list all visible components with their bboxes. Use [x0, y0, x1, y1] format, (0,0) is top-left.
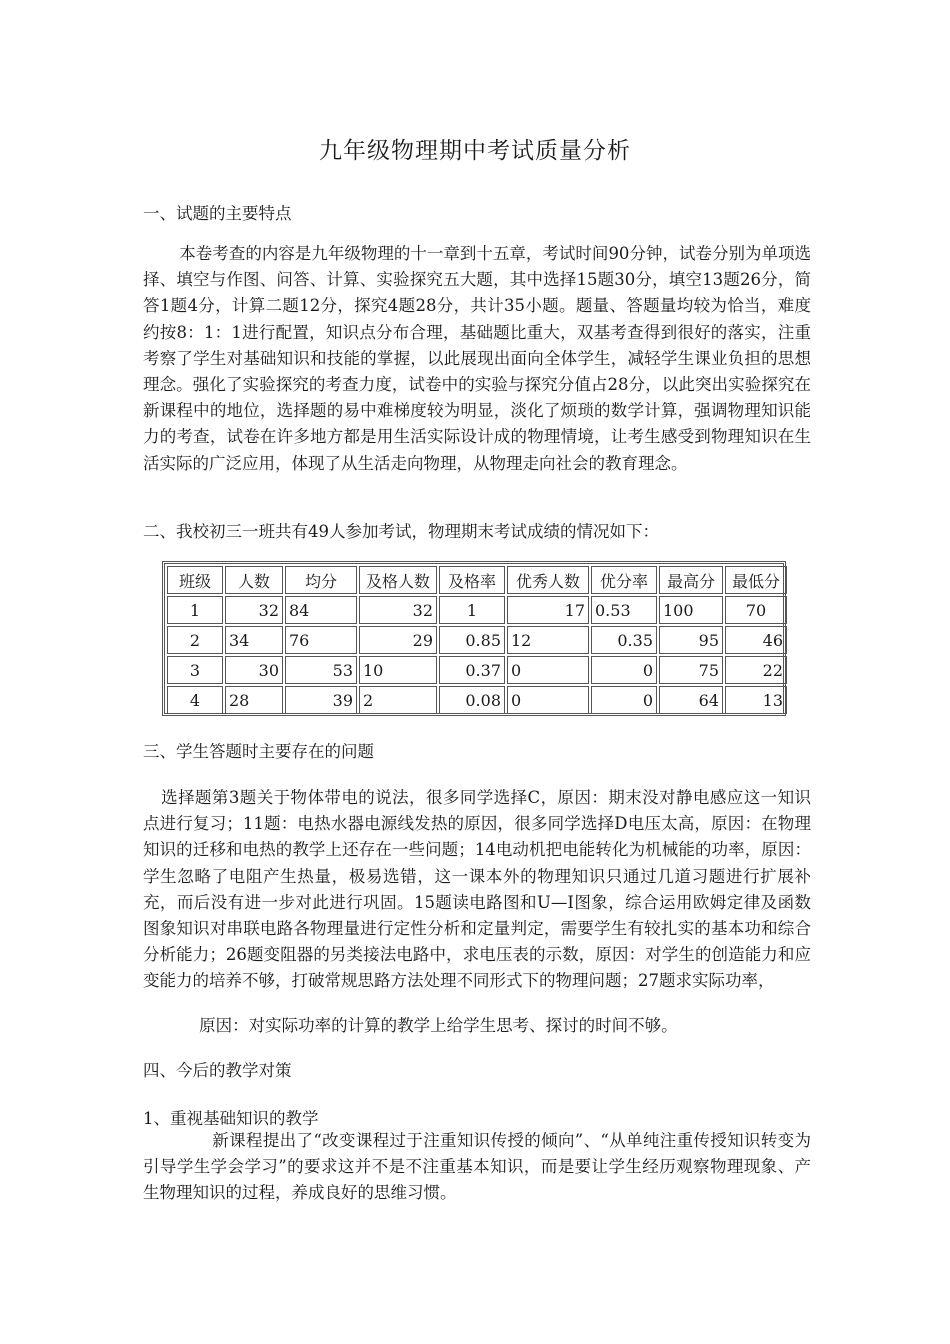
- table-cell: 10: [359, 656, 437, 684]
- table-header-cell: 最低分: [725, 566, 787, 594]
- table-row: [167, 596, 787, 624]
- section1-body: 本卷考查的内容是九年级物理的十一章到十五章，考试时间90分钟，试卷分别为单项选择、填空与作图、问答、计算、实验探究五大题，其中选择15题30分，填空13题26分，简答1题4分，计算二题12分，探究4题28分，共计35小题。题量、答题量均较为恰当，难度约按8：1：1进行配置，知识点分布合理，基础题比重大，双基考查得到很好的落实，注重考察了学生对基础知识和技能的掌握，以此展现出面向全体学生，减轻学生课业负担的思想理念。强化了实验探究的考查力度，试卷中的实验与探究分值占28分，以此突出实验探究在新课程中的地位，选择题的易中难梯度较为明显，淡化了烦琐的数学计算，强调物理知识能力的考查，试卷在许多地方都是用生活实际设计成的物理情境，让考生感受到物理知识在生活实际的广泛应用，体现了从生活走向物理，从物理走向社会的教育理念。: [143, 244, 811, 473]
- table-header-cell: 班级: [167, 566, 223, 594]
- table-header-row: [167, 566, 787, 594]
- table-cell: 0: [591, 686, 657, 714]
- table-header-cell: 均分: [285, 566, 357, 594]
- table-cell: 64: [659, 686, 723, 714]
- table-cell: 29: [359, 626, 437, 654]
- subsection1-heading: 1、重视基础知识的教学: [143, 1109, 319, 1128]
- table-cell: 30: [225, 656, 283, 684]
- section3-heading: 三、学生答题时主要存在的问题: [143, 742, 374, 761]
- table-cell: 32: [225, 596, 283, 624]
- table-cell: 0.85: [439, 626, 505, 654]
- section3-last-line: 原因：对实际功率的计算的教学上给学生思考、探讨的时间不够。: [199, 1016, 678, 1035]
- table-cell: 84: [285, 596, 357, 624]
- table-cell: 0.35: [591, 626, 657, 654]
- table-cell: 100: [659, 596, 723, 624]
- table-cell: 2: [359, 686, 437, 714]
- table-row: [167, 686, 787, 714]
- table-cell: 76: [285, 626, 357, 654]
- score-table-frame: [162, 561, 786, 716]
- table-header-cell: 优分率: [591, 566, 657, 594]
- table-cell: 3: [167, 656, 223, 684]
- section2-heading: 二、我校初三一班共有49人参加考试，物理期末考试成绩的情况如下：: [143, 522, 659, 541]
- table-cell: 0: [507, 656, 589, 684]
- page-title: 九年级物理期中考试质量分析: [319, 138, 631, 164]
- table-cell: 17: [507, 596, 589, 624]
- table-cell: 46: [725, 626, 787, 654]
- table-cell: 53: [285, 656, 357, 684]
- table-cell: 75: [659, 656, 723, 684]
- section1-heading: 一、试题的主要特点: [143, 204, 292, 223]
- table-cell: 0: [507, 686, 589, 714]
- table-cell: 32: [359, 596, 437, 624]
- table-cell: 70: [725, 596, 787, 624]
- table-cell: 1: [439, 596, 505, 624]
- table-cell: 39: [285, 686, 357, 714]
- table-cell: 12: [507, 626, 589, 654]
- table-cell: 28: [225, 686, 283, 714]
- table-header-cell: 最高分: [659, 566, 723, 594]
- table-header-cell: 及格人数: [359, 566, 437, 594]
- subsection1-body: 新课程提出了“改变课程过于注重知识传授的倾向”、“从单纯注重传授知识转变为引导学生学会学习”的要求这并不是不注重基本知识，而是要让学生经历观察物理现象、产生物理知识的过程，养成良好的思维习惯。: [143, 1131, 811, 1203]
- table-header-cell: 人数: [225, 566, 283, 594]
- table-cell: 2: [167, 626, 223, 654]
- table-cell: 1: [167, 596, 223, 624]
- table-header-cell: 及格率: [439, 566, 505, 594]
- section4-heading: 四、今后的教学对策: [143, 1061, 292, 1080]
- table-cell: 4: [167, 686, 223, 714]
- table-cell: 0.08: [439, 686, 505, 714]
- section3-body: 选择题第3题关于物体带电的说法，很多同学选择C，原因：期末没对静电感应这一知识点进行复习；11题：电热水器电源线发热的原因，很多同学选择D电压太高，原因：在物理知识的迁移和电热的教学上还存在一些问题；14电动机把电能转化为机械能的功率，原因：学生忽略了电阻产生热量，极易选错，这一课本外的物理知识只通过几道习题进行扩展补充，而后没有进一步对此进行巩固。15题读电路图和U—I图象，综合运用欧姆定律及函数图象知识对串联电路各物理量进行定性分析和定量判定，需要学生有较扎实的基本功和综合分析能力；26题变阻器的另类接法电路中，求电压表的示数，原因：对学生的创造能力和应变能力的培养不够，打破常规思路方法处理不同形式下的物理问题；27题求实际功率，: [143, 788, 811, 991]
- table-cell: 13: [725, 686, 787, 714]
- table-cell: 95: [659, 626, 723, 654]
- table-cell: 22: [725, 656, 787, 684]
- table-cell: 34: [225, 626, 283, 654]
- table-cell: 0.53: [591, 596, 657, 624]
- table-cell: 0: [591, 656, 657, 684]
- table-row: [167, 626, 787, 654]
- table-cell: 0.37: [439, 656, 505, 684]
- score-table: [165, 564, 789, 716]
- table-header-cell: 优秀人数: [507, 566, 589, 594]
- table-row: [167, 656, 787, 684]
